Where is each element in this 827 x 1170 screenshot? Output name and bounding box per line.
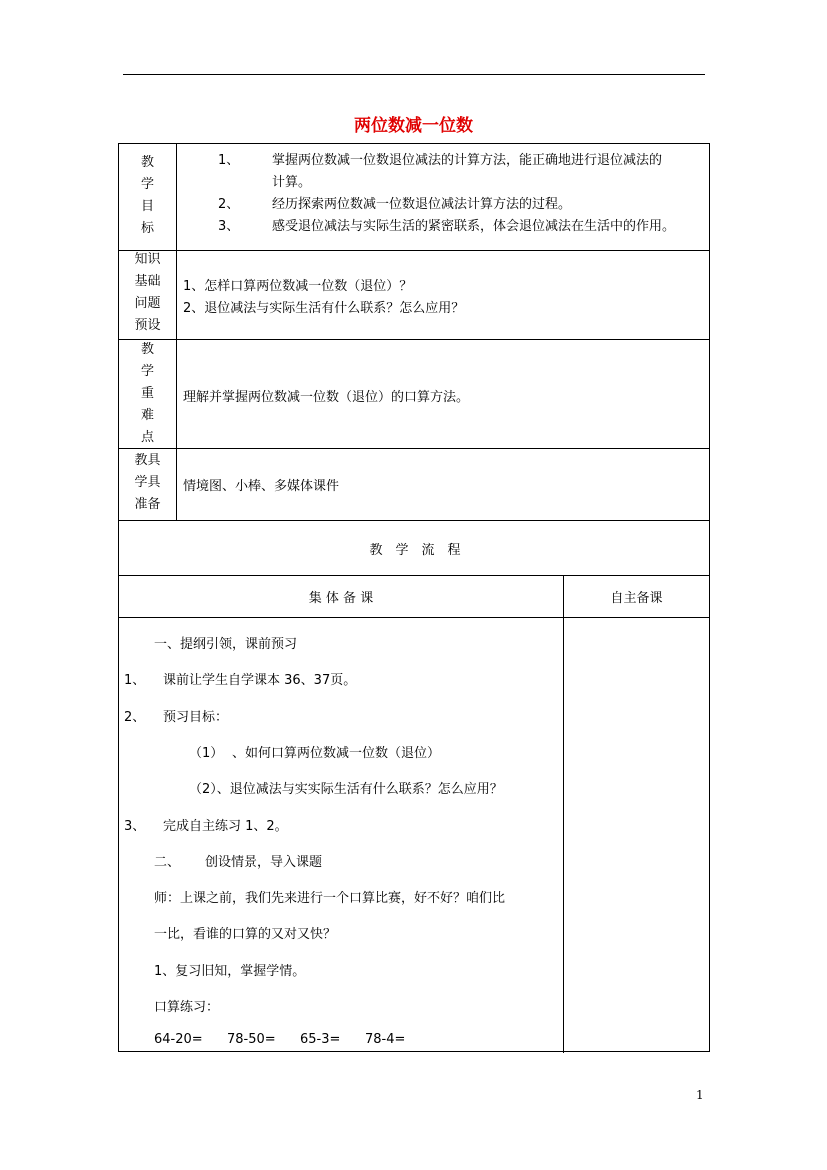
goal-number: 1、 xyxy=(218,153,240,168)
row-divider xyxy=(119,250,709,251)
goal-text: 感受退位减法与实际生活的紧密联系，体会退位减法在生活中的作用。 xyxy=(272,219,676,234)
section-number: 二、 xyxy=(154,855,181,870)
flow-header: 教 学 流 程 xyxy=(369,543,461,558)
knowledge-question: 1、怎样口算两位数减一位数（退位）？ xyxy=(183,279,413,294)
calc-item: 78-4= xyxy=(365,1032,406,1047)
paragraph: 一比，看谁的口算的又对又快？ xyxy=(154,927,337,942)
row-divider xyxy=(119,617,709,618)
item-number: 2、 xyxy=(124,710,146,725)
page-number: 1 xyxy=(696,1088,704,1102)
row-divider xyxy=(119,520,709,521)
sub-item-text: 、如何口算两位数减一位数（退位） xyxy=(232,746,441,761)
section-heading: 一、提纲引领，课前预习 xyxy=(154,637,298,652)
section-heading: 创设情景，导入课题 xyxy=(205,855,323,870)
goal-text-cont: 计算。 xyxy=(272,175,312,190)
goals-label: 教 学 目 标 xyxy=(140,155,154,236)
keypoints-label: 教 学 重 难 点 xyxy=(140,342,154,445)
collective-prep-header: 集 体 备 课 xyxy=(308,591,374,606)
row-divider xyxy=(119,575,709,576)
keypoint-text: 理解并掌握两位数减一位数（退位）的口算方法。 xyxy=(183,390,470,405)
lesson-table xyxy=(118,143,710,1052)
self-column-divider xyxy=(563,575,564,1053)
goal-number: 2、 xyxy=(218,197,240,212)
goal-text: 掌握两位数减一位数退位减法的计算方法，能正确地进行退位减法的 xyxy=(272,153,663,168)
item-number: 1、 xyxy=(124,673,146,688)
header-rule xyxy=(123,74,705,75)
calc-item: 64-20= xyxy=(154,1032,203,1047)
item-text: 预习目标： xyxy=(163,710,229,725)
knowledge-question: 2、退位减法与实际生活有什么联系？怎么应用？ xyxy=(183,301,465,316)
row-divider xyxy=(119,339,709,340)
row-divider xyxy=(119,448,709,449)
page-title: 两位数减一位数 xyxy=(354,116,473,136)
paragraph: 1、复习旧知，掌握学情。 xyxy=(154,964,306,979)
paragraph: 口算练习： xyxy=(154,1000,220,1015)
tools-label: 教具 学具 准备 xyxy=(134,453,161,512)
label-column-divider xyxy=(176,144,177,520)
calc-item: 78-50= xyxy=(227,1032,276,1047)
sub-item-text: （2）、退位减法与实实际生活有什么联系？怎么应用？ xyxy=(189,782,503,797)
sub-item-number: （1） xyxy=(189,746,224,761)
paragraph: 师：上课之前，我们先来进行一个口算比赛，好不好？咱们比 xyxy=(154,891,506,906)
item-number: 3、 xyxy=(124,819,146,834)
tools-text: 情境图、小棒、多媒体课件 xyxy=(183,479,340,494)
goal-number: 3、 xyxy=(218,219,240,234)
knowledge-label: 知识 基础 问题 预设 xyxy=(134,252,161,333)
item-text: 课前让学生自学课本 36、37页。 xyxy=(163,673,357,688)
goal-text: 经历探索两位数减一位数退位减法计算方法的过程。 xyxy=(272,197,572,212)
calc-item: 65-3= xyxy=(300,1032,341,1047)
self-prep-header: 自主备课 xyxy=(610,591,663,606)
item-text: 完成自主练习 1、2。 xyxy=(163,819,288,834)
